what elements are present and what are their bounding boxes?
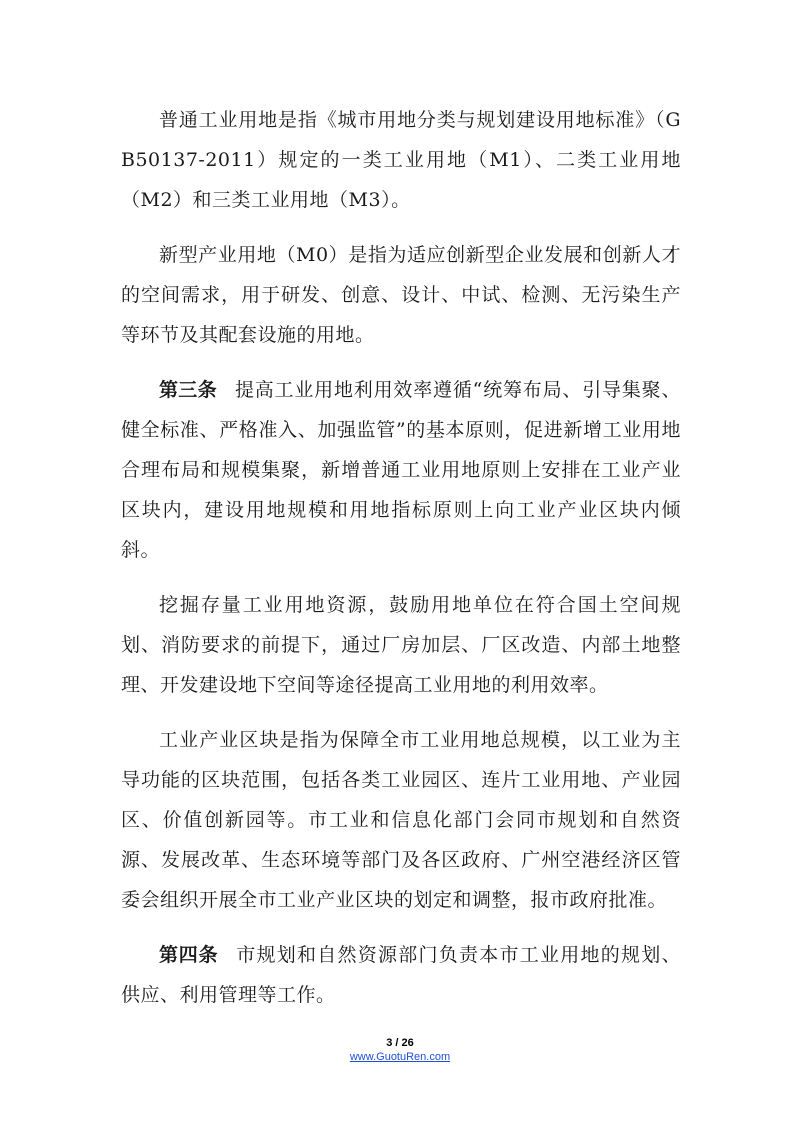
website-link[interactable]: www.GuotuRen.com (349, 1051, 451, 1063)
paragraph-text: 新型产业用地（M0）是指为适应创新型企业发展和创新人才的空间需求，用于研发、创意、设计、中试、检测、无污染生产等环节及其配套设施的用地。 (121, 244, 681, 346)
paragraph-text: 工业产业区块是指为保障全市工业用地总规模，以工业为主导功能的区块范围，包括各类工业园区、连片工业用地、产业园区、价值创新园等。市工业和信息化部门会同市规划和自然资源、发展改革、生态环境等部门及各区政府、广州空港经济区管委会组织开展全市工业产业区块的划定和调整，报市政府批准。 (121, 729, 681, 911)
paragraph-existing-land-resources (121, 585, 681, 705)
paragraph-text: 提高工业用地利用效率遵循“统筹布局、引导集聚、健全标准、严格准入、加强监管”的基本原则，促进新增工业用地合理布局和规模集聚，新增普通工业用地原则上安排在工业产业区块内，建设用地规模和用地指标原则上向工业产业区块内倾斜。 (121, 379, 681, 561)
page-number: 3 / 26 (386, 1037, 414, 1049)
article-3 (121, 370, 681, 570)
paragraph-text: 挖掘存量工业用地资源，鼓励用地单位在符合国土空间规划、消防要求的前提下，通过厂房加层、厂区改造、内部土地整理、开发建设地下空间等途径提高工业用地的利用效率。 (121, 594, 681, 696)
paragraph-industrial-block-definition (121, 720, 681, 920)
page-footer (0, 1036, 800, 1064)
article-label: 第三条 (159, 379, 217, 401)
article-4 (121, 935, 681, 1015)
document-page (121, 100, 681, 1030)
paragraph-new-industry-land-definition (121, 235, 681, 355)
paragraph-text: 普通工业用地是指《城市用地分类与规划建设用地标准》（GB50137-2011）规定的一类工业用地（M1）、二类工业用地（M2）和三类工业用地（M3）。 (121, 109, 681, 211)
paragraph-industrial-land-definition (121, 100, 681, 220)
article-label: 第四条 (159, 944, 219, 966)
paragraph-text: 市规划和自然资源部门负责本市工业用地的规划、供应、利用管理等工作。 (121, 944, 681, 1006)
